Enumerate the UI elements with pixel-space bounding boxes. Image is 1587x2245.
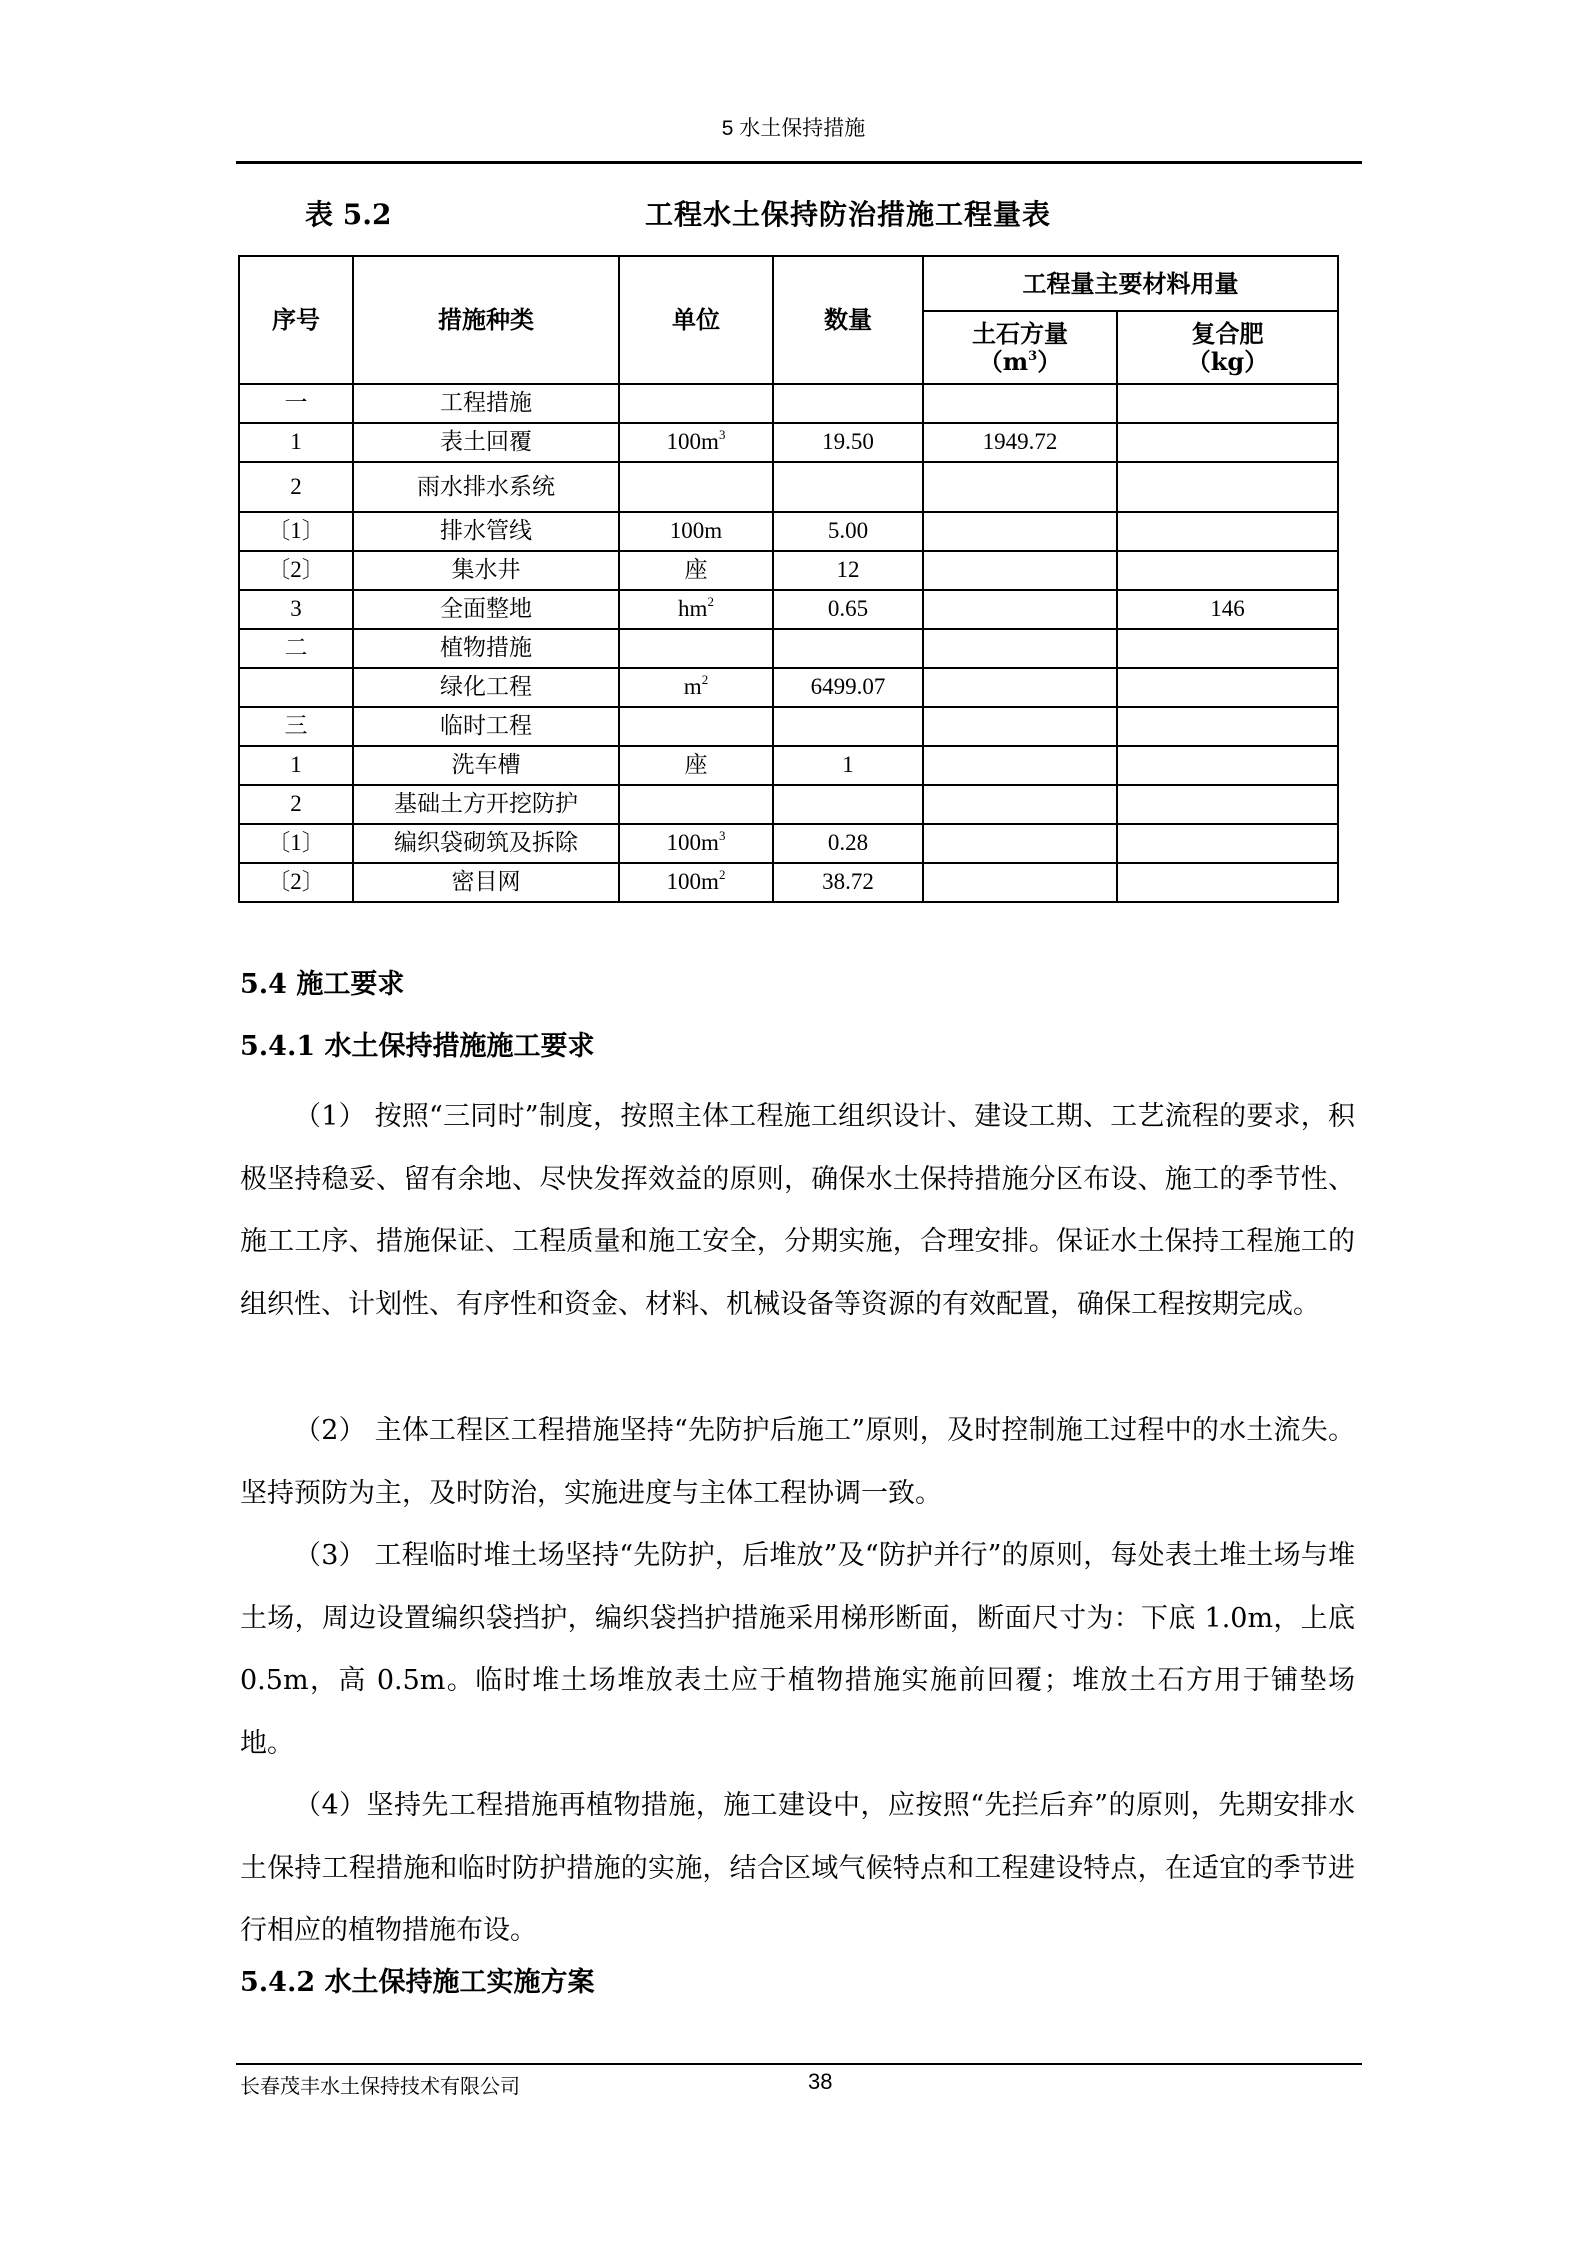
cell-unit <box>619 707 773 746</box>
cell-qty: 0.65 <box>773 590 923 629</box>
cell-unit <box>619 423 773 462</box>
unit-base: 100m <box>669 518 723 544</box>
paragraph-4: （4）坚持先工程措施再植物措施，施工建设中，应按照“先拦后弃”的原则，先期安排水土保持工程措施和临时防护措施的实施，结合区域气候特点和工程建设特点，在适宜的季节进行相应的植物措施布设。 <box>240 1790 1355 1946</box>
table-row <box>239 512 1338 551</box>
cell-seq <box>239 668 353 707</box>
cell-seq: 〔2〕 <box>239 551 353 590</box>
running-header-title: 5 水土保持措施 <box>721 117 866 140</box>
cell-type: 绿化工程 <box>353 668 619 707</box>
col-header-type: 措施种类 <box>353 256 619 384</box>
cell-fert <box>1117 785 1338 824</box>
section-heading-5-4-2: 5.4.2 水土保持施工实施方案 <box>240 1967 595 1998</box>
cell-earth <box>923 512 1117 551</box>
section-heading-5-4-1: 5.4.1 水土保持措施施工要求 <box>240 1031 595 1062</box>
earth-unit-base: （m <box>978 346 1029 376</box>
col-header-earth-label: 土石方量 <box>972 318 1068 348</box>
section-heading-5-4: 5.4 施工要求 <box>240 969 405 1000</box>
cell-unit <box>619 785 773 824</box>
unit-base: hm <box>678 596 708 622</box>
cell-fert <box>1117 423 1338 462</box>
cell-earth <box>923 590 1117 629</box>
cell-fert: 146 <box>1117 590 1338 629</box>
unit-superscript: 3 <box>718 427 726 443</box>
unit-superscript: 2 <box>707 594 714 610</box>
table-row <box>239 551 1338 590</box>
cell-seq: 〔1〕 <box>239 824 353 863</box>
cell-qty: 12 <box>773 551 923 590</box>
cell-earth <box>923 462 1117 512</box>
unit-base: 100m <box>666 869 719 895</box>
table-row <box>239 384 1338 423</box>
table-row <box>239 746 1338 785</box>
col-header-unit: 单位 <box>619 256 773 384</box>
cell-earth <box>923 707 1117 746</box>
cell-seq: 1 <box>239 423 353 462</box>
cell-fert <box>1117 629 1338 668</box>
unit-superscript: 2 <box>718 867 726 883</box>
col-header-materials-group: 工程量主要材料用量 <box>923 256 1338 311</box>
cell-seq: 三 <box>239 707 353 746</box>
cell-unit <box>619 824 773 863</box>
table-row <box>239 629 1338 668</box>
table-row <box>239 462 1338 512</box>
cell-unit <box>619 629 773 668</box>
quantity-table <box>238 255 1339 903</box>
cell-type: 表土回覆 <box>353 423 619 462</box>
col-header-fert-unit: （kg） <box>1186 346 1269 376</box>
cell-seq: 2 <box>239 785 353 824</box>
col-header-seq: 序号 <box>239 256 353 384</box>
cell-seq: 〔1〕 <box>239 512 353 551</box>
cell-qty <box>773 384 923 423</box>
cell-seq: 〔2〕 <box>239 863 353 902</box>
table-header-row <box>239 256 1338 311</box>
cell-earth <box>923 824 1117 863</box>
cell-qty: 38.72 <box>773 863 923 902</box>
cell-unit <box>619 746 773 785</box>
table-caption-title: 工程水土保持防治措施工程量表 <box>645 198 1052 231</box>
cell-qty: 0.28 <box>773 824 923 863</box>
cell-unit <box>619 384 773 423</box>
table-row <box>239 863 1338 902</box>
cell-unit <box>619 551 773 590</box>
cell-type: 工程措施 <box>353 384 619 423</box>
paragraph-1: （1） 按照“三同时”制度，按照主体工程施工组织设计、建设工期、工艺流程的要求，积极坚持稳妥、留有余地、尽快发挥效益的原则，确保水土保持措施分区布设、施工的季节性、施工工序、措施保证、工程质量和施工安全，分期实施，合理安排。保证水土保持工程施工的组织性、计划性、有序性和资金、材料、机械设备等资源的有效配置，确保工程按期完成。 <box>240 1101 1355 1320</box>
cell-qty: 6499.07 <box>773 668 923 707</box>
cell-fert <box>1117 668 1338 707</box>
cell-type: 全面整地 <box>353 590 619 629</box>
cell-seq: 二 <box>239 629 353 668</box>
cell-fert <box>1117 707 1338 746</box>
unit-superscript: 2 <box>701 672 709 688</box>
table-row <box>239 590 1338 629</box>
cell-type: 集水井 <box>353 551 619 590</box>
unit-base: 100m <box>666 830 719 856</box>
cell-qty <box>773 462 923 512</box>
col-header-earth <box>923 311 1117 384</box>
cell-earth <box>923 629 1117 668</box>
earth-unit-end: ） <box>1037 346 1062 376</box>
cell-type: 基础土方开挖防护 <box>353 785 619 824</box>
cell-type: 植物措施 <box>353 629 619 668</box>
cell-earth <box>923 668 1117 707</box>
col-header-fert-label: 复合肥 <box>1191 318 1264 348</box>
cell-unit <box>619 462 773 512</box>
cell-qty <box>773 785 923 824</box>
paragraph-2: （2） 主体工程区工程措施坚持“先防护后施工”原则，及时控制施工过程中的水土流失。坚持预防为主，及时防治，实施进度与主体工程协调一致。 <box>240 1415 1355 1509</box>
earth-unit-sup: 3 <box>1028 348 1038 364</box>
footer-rule <box>236 2063 1362 2065</box>
footer-company: 长春茂丰水土保持技术有限公司 <box>240 2074 520 2098</box>
table-row <box>239 785 1338 824</box>
cell-unit <box>619 668 773 707</box>
cell-qty: 19.50 <box>773 423 923 462</box>
cell-earth <box>923 551 1117 590</box>
table-row <box>239 707 1338 746</box>
cell-type: 洗车槽 <box>353 746 619 785</box>
cell-fert <box>1117 863 1338 902</box>
cell-type: 编织袋砌筑及拆除 <box>353 824 619 863</box>
table-row <box>239 824 1338 863</box>
cell-type: 雨水排水系统 <box>353 462 619 512</box>
cell-qty <box>773 629 923 668</box>
cell-qty: 1 <box>773 746 923 785</box>
cell-seq: 一 <box>239 384 353 423</box>
cell-seq: 1 <box>239 746 353 785</box>
paragraph-3: （3） 工程临时堆土场坚持“先防护，后堆放”及“防护并行”的原则，每处表土堆土场与堆土场，周边设置编织袋挡护，编织袋挡护措施采用梯形断面，断面尺寸为：下底 1.0m，上底 0.5m，高 0.5m。临时堆土场堆放表土应于植物措施实施前回覆；堆放土石方用于铺垫场地。 <box>240 1540 1355 1759</box>
cell-earth <box>923 863 1117 902</box>
cell-type: 临时工程 <box>353 707 619 746</box>
cell-earth <box>923 384 1117 423</box>
page-number: 38 <box>808 2069 833 2094</box>
table-body <box>239 384 1338 902</box>
cell-unit <box>619 590 773 629</box>
cell-type: 密目网 <box>353 863 619 902</box>
cell-type: 排水管线 <box>353 512 619 551</box>
cell-qty <box>773 707 923 746</box>
header-rule <box>236 161 1362 164</box>
cell-earth <box>923 785 1117 824</box>
col-header-fert <box>1117 311 1338 384</box>
cell-fert <box>1117 824 1338 863</box>
cell-fert <box>1117 384 1338 423</box>
cell-earth <box>923 746 1117 785</box>
unit-base: 100m <box>666 429 719 455</box>
table-caption-number: 表 5.2 <box>305 198 392 231</box>
cell-qty: 5.00 <box>773 512 923 551</box>
cell-earth: 1949.72 <box>923 423 1117 462</box>
cell-fert <box>1117 551 1338 590</box>
unit-superscript: 3 <box>718 828 726 844</box>
table-row <box>239 423 1338 462</box>
cell-unit <box>619 863 773 902</box>
cell-fert <box>1117 462 1338 512</box>
cell-fert <box>1117 512 1338 551</box>
unit-base: 座 <box>684 557 708 583</box>
cell-seq: 3 <box>239 590 353 629</box>
unit-base: m <box>683 674 702 700</box>
cell-fert <box>1117 746 1338 785</box>
cell-seq: 2 <box>239 462 353 512</box>
col-header-qty: 数量 <box>773 256 923 384</box>
cell-unit <box>619 512 773 551</box>
table-row <box>239 668 1338 707</box>
unit-base: 座 <box>684 752 708 778</box>
col-header-earth-unit <box>979 347 1061 376</box>
